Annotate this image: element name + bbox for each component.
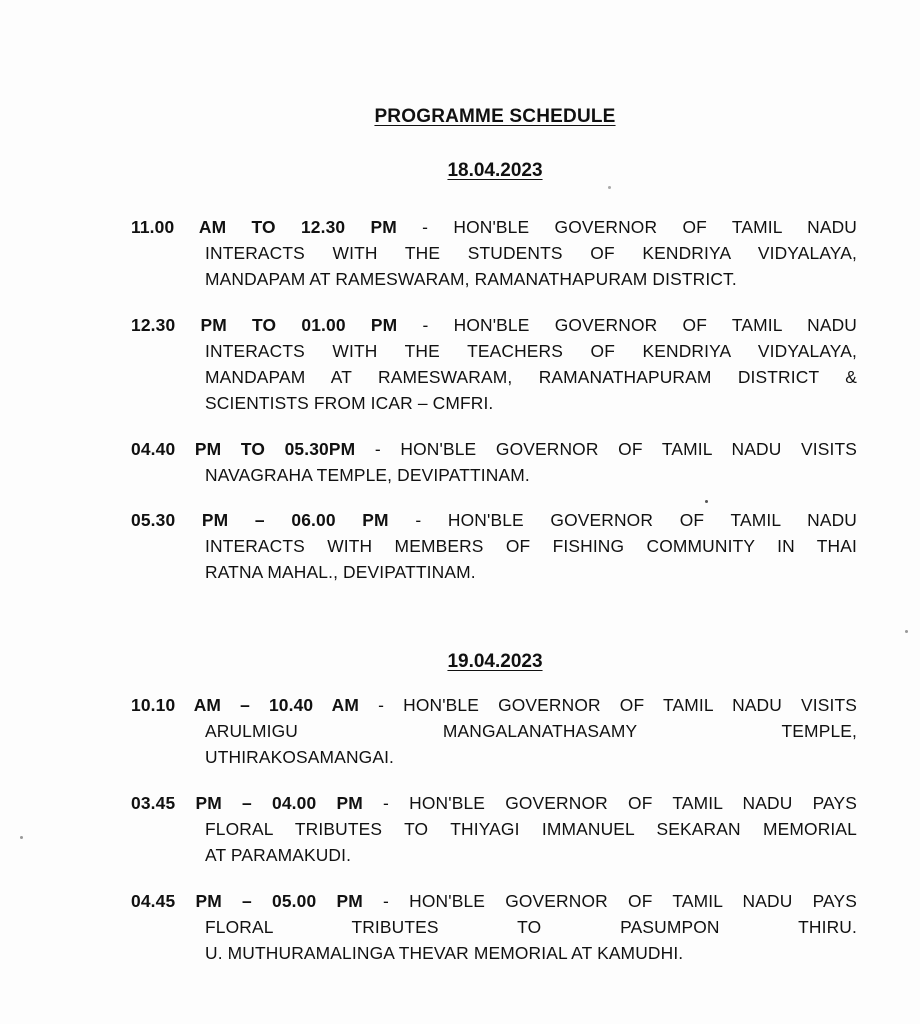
schedule-time: 12.30 PM TO 01.00 PM	[131, 315, 398, 335]
scan-speck	[20, 836, 23, 839]
date-heading-day-1: 18.04.2023	[447, 160, 543, 181]
schedule-desc-line: FLORAL TRIBUTES TO PASUMPON THIRU.	[205, 917, 857, 937]
schedule-desc-line: INTERACTS WITH THE TEACHERS OF KENDRIYA VIDYALAYA,	[205, 341, 857, 361]
schedule-desc-line: - HON'BLE GOVERNOR OF TAMIL NADU VISITS	[374, 439, 858, 459]
scan-speck	[608, 186, 611, 189]
schedule-desc-line: MANDAPAM AT RAMESWARAM, RAMANATHAPURAM DISTRICT.	[205, 269, 737, 289]
schedule-item	[131, 790, 857, 868]
schedule-desc-line: RATNA MAHAL., DEVIPATTINAM.	[205, 562, 476, 582]
schedule-desc-line: UTHIRAKOSAMANGAI.	[205, 747, 395, 767]
schedule-desc-line: SCIENTISTS FROM ICAR – CMFRI.	[205, 393, 494, 413]
scan-speck	[905, 630, 908, 633]
schedule-desc-line: - HON'BLE GOVERNOR OF TAMIL NADU VISITS	[378, 695, 858, 715]
schedule-desc-line: U. MUTHURAMALINGA THEVAR MEMORIAL AT KAMUDHI.	[205, 943, 684, 963]
scan-speck	[705, 500, 708, 503]
schedule-desc-line: - HON'BLE GOVERNOR OF TAMIL NADU PAYS	[383, 891, 858, 911]
schedule-time: 04.45 PM – 05.00 PM	[131, 891, 363, 911]
schedule-desc-line: AT PARAMAKUDI.	[205, 845, 352, 865]
schedule-time: 04.40 PM TO 05.30PM	[131, 439, 356, 459]
schedule-item	[131, 436, 857, 488]
schedule-time: 05.30 PM – 06.00 PM	[131, 510, 389, 530]
schedule-desc-line: INTERACTS WITH MEMBERS OF FISHING COMMUNITY IN THAI	[205, 536, 857, 556]
schedule-item	[131, 312, 857, 416]
schedule-desc-line: MANDAPAM AT RAMESWARAM, RAMANATHAPURAM DISTRICT &	[205, 367, 857, 387]
schedule-item	[131, 507, 857, 585]
schedule-time: 10.10 AM – 10.40 AM	[131, 695, 360, 715]
schedule-time: 11.00 AM TO 12.30 PM	[131, 217, 397, 237]
schedule-item	[131, 214, 857, 292]
schedule-desc-line: - HON'BLE GOVERNOR OF TAMIL NADU	[415, 510, 857, 530]
page-title: PROGRAMME SCHEDULE	[374, 106, 616, 127]
schedule-time: 03.45 PM – 04.00 PM	[131, 793, 363, 813]
schedule-desc-line: FLORAL TRIBUTES TO THIYAGI IMMANUEL SEKARAN MEMORIAL	[205, 819, 857, 839]
schedule-desc-line: ARULMIGU MANGALANATHASAMY TEMPLE,	[205, 721, 857, 741]
schedule-item	[131, 692, 857, 770]
date-heading-day-2: 19.04.2023	[447, 651, 543, 672]
schedule-desc-line: NAVAGRAHA TEMPLE, DEVIPATTINAM.	[205, 465, 530, 485]
schedule-item	[131, 888, 857, 966]
schedule-desc-line: INTERACTS WITH THE STUDENTS OF KENDRIYA VIDYALAYA,	[205, 243, 857, 263]
schedule-desc-line: - HON'BLE GOVERNOR OF TAMIL NADU	[422, 315, 857, 335]
schedule-desc-line: - HON'BLE GOVERNOR OF TAMIL NADU PAYS	[383, 793, 858, 813]
schedule-desc-line: - HON'BLE GOVERNOR OF TAMIL NADU	[422, 217, 858, 237]
